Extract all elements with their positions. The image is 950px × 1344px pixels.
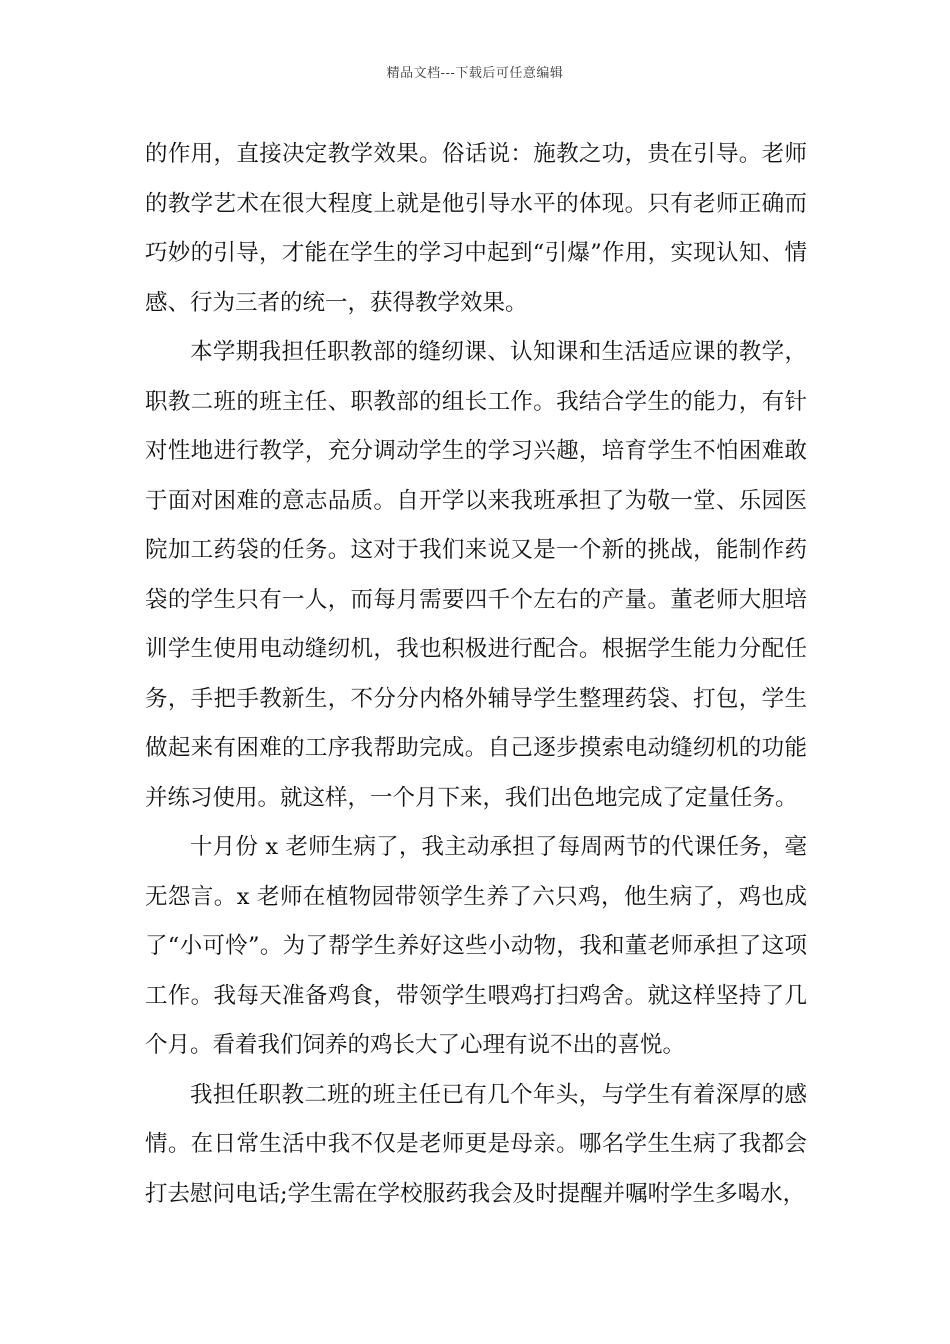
- paragraph-1: 的作用，直接决定教学效果。俗话说：施教之功，贵在引导。老师的教学艺术在很大程度上就是他引导水平的体现。只有老师正确而巧妙的引导，才能在学生的学习中起到“引爆”作用，实现认知、情感、行为三者的统一，获得教学效果。: [145, 141, 807, 316]
- document-body: [145, 130, 807, 1219]
- paragraph-3: 十月份 x 老师生病了，我主动承担了每周两节的代课任务，毫无怨言。x 老师在植物园带领学生养了六只鸡，他生病了，鸡也成了“小可怜”。为了帮学生养好这些小动物，我和董老师承担了这项工作。我每天准备鸡食，带领学生喂鸡打扫鸡舍。就这样坚持了几个月。看着我们饲养的鸡长大了心理有说不出的喜悦。: [145, 834, 807, 1058]
- page-header: 精品文档---下载后可任意编辑: [386, 66, 564, 81]
- paragraph-4: 我担任职教二班的班主任已有几个年头，与学生有着深厚的感情。在日常生活中我不仅是老师更是母亲。哪名学生生病了我都会打去慰问电话;学生需在学校服药我会及时提醒并嘱咐学生多喝水，: [145, 1081, 807, 1207]
- paragraph-2: 本学期我担任职教部的缝纫课、认知课和生活适应课的教学，职教二班的班主任、职教部的组长工作。我结合学生的能力，有针对性地进行教学，充分调动学生的学习兴趣，培育学生不怕困难敢于面对困难的意志品质。自开学以来我班承担了为敬一堂、乐园医院加工药袋的任务。这对于我们来说又是一个新的挑战，能制作药袋的学生只有一人，而每月需要四千个左右的产量。董老师大胆培训学生使用电动缝纫机，我也积极进行配合。根据学生能力分配任务，手把手教新生，不分分内格外辅导学生整理药袋、打包，学生做起来有困难的工序我帮助完成。自己逐步摸索电动缝纫机的功能并练习使用。就这样，一个月下来，我们出色地完成了定量任务。: [145, 339, 807, 811]
